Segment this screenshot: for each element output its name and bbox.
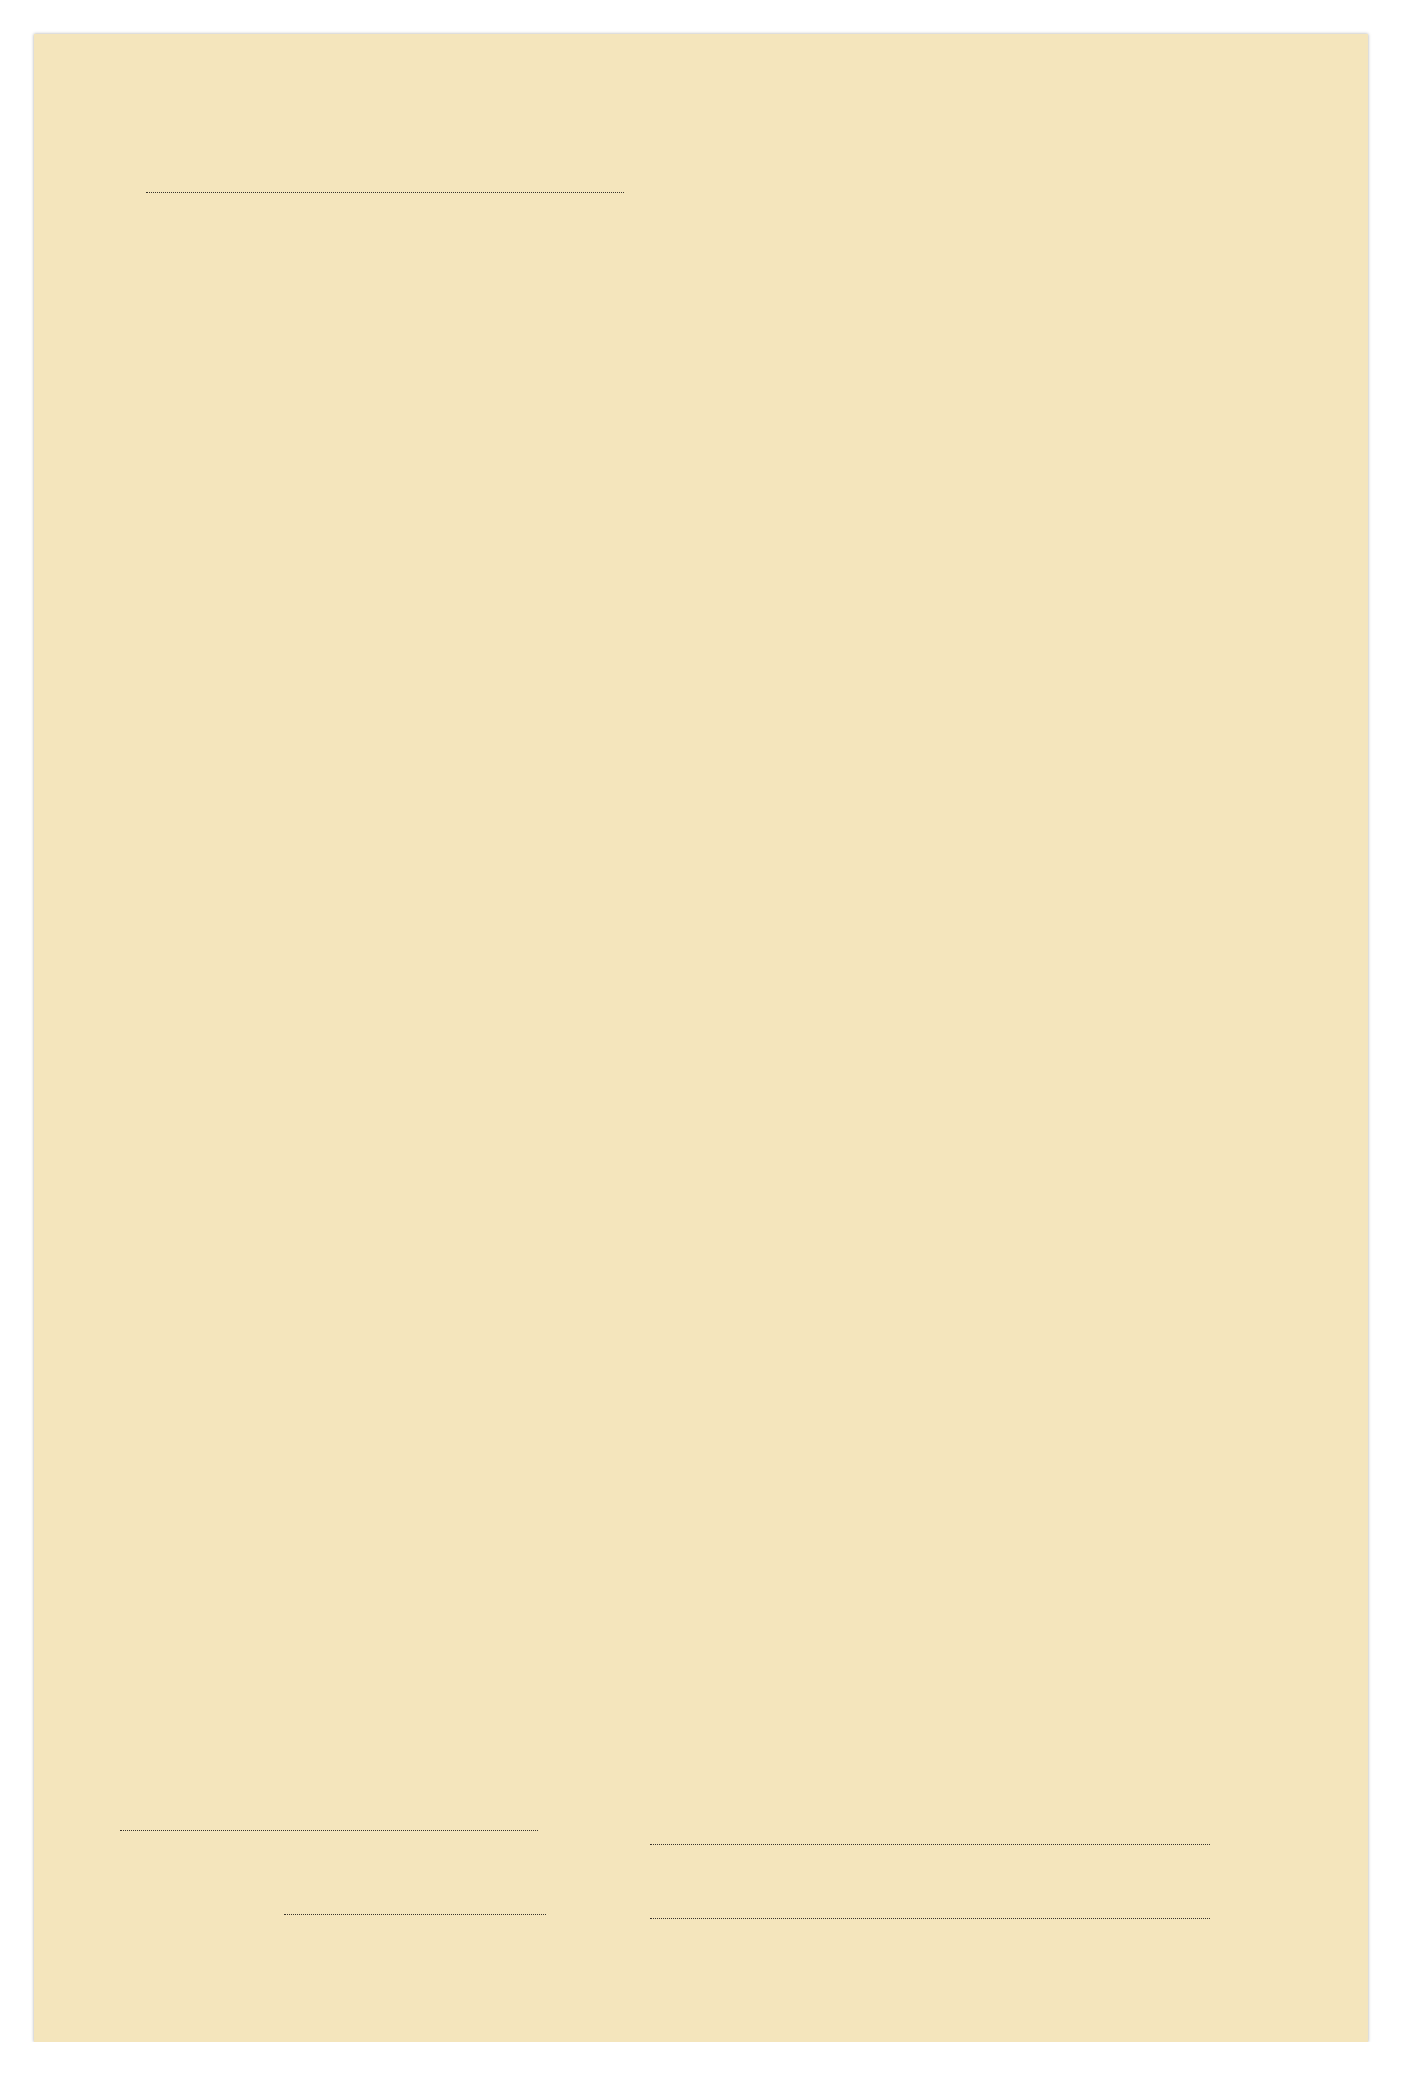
date-line bbox=[284, 1914, 546, 1915]
table-grid bbox=[34, 34, 1368, 2042]
footer-unit-line bbox=[120, 1830, 538, 1831]
formation-line bbox=[650, 1918, 1210, 1919]
archive-footer bbox=[0, 2042, 1422, 2082]
signature-line bbox=[650, 1844, 1210, 1845]
form-sheet bbox=[34, 34, 1368, 2042]
